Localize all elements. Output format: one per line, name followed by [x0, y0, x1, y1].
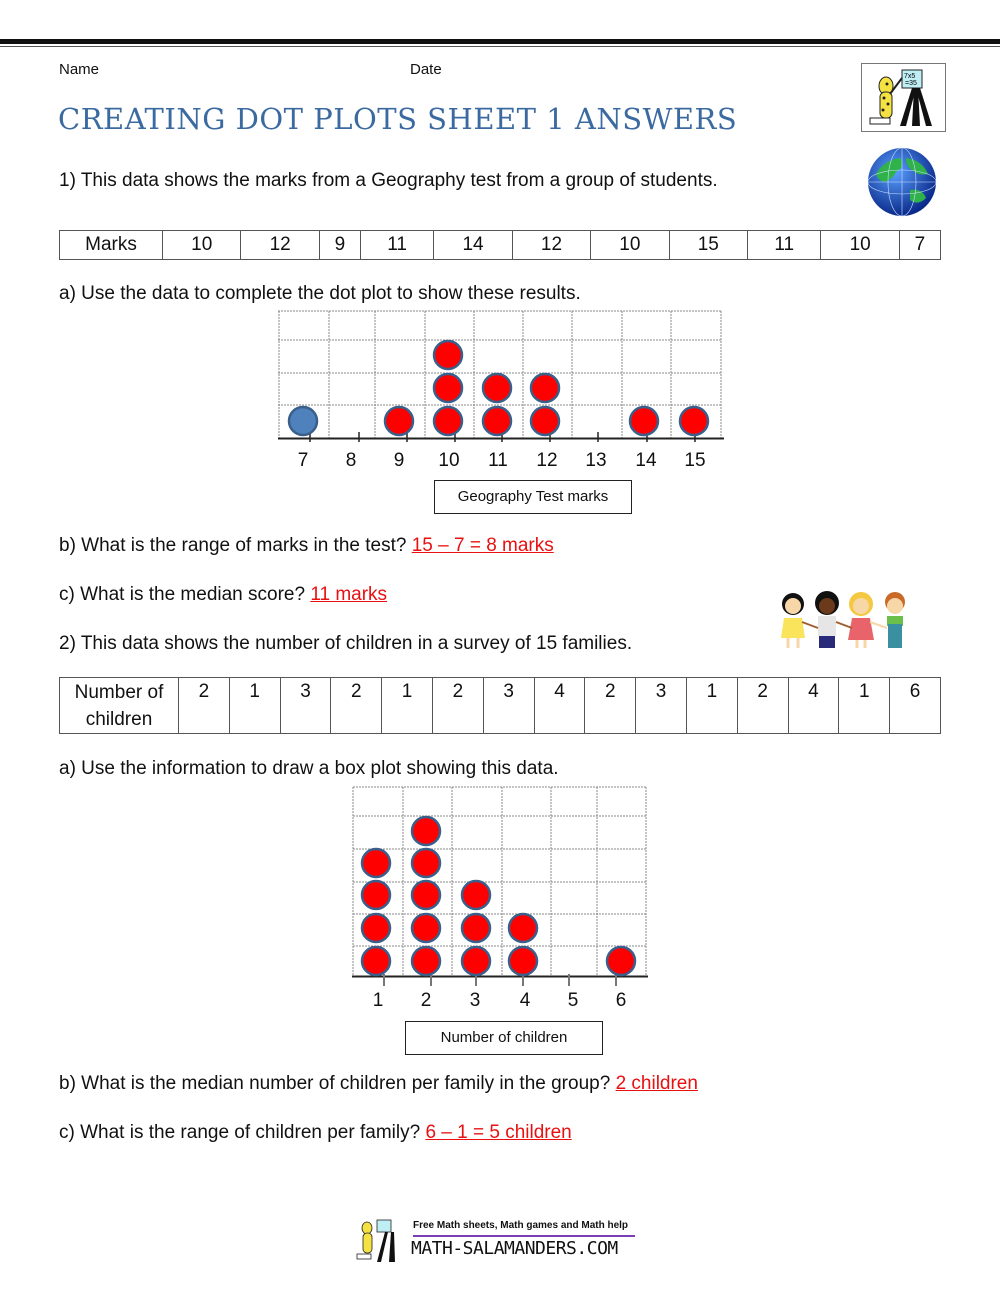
q2c-line — [59, 1122, 572, 1144]
tick-label: 9 — [393, 450, 405, 471]
q2b-question: b) What is the median number of children per family in the group? — [59, 1073, 611, 1094]
q1b-question: b) What is the range of marks in the test? — [59, 535, 407, 556]
q1c-question: c) What is the median score? — [59, 584, 306, 605]
table-cell: 14 — [434, 231, 512, 260]
footer-tagline: Free Math sheets, Math games and Math help — [413, 1220, 629, 1231]
marks-table — [59, 230, 941, 260]
children-table — [59, 677, 941, 734]
table-cell: 2 — [432, 678, 483, 734]
salamander-teacher-icon — [862, 64, 945, 131]
tick-label: 1 — [372, 990, 384, 1011]
example-dot — [289, 407, 317, 435]
globe-image — [866, 146, 938, 223]
table-cell: 9 — [319, 231, 360, 260]
table-cell: 12 — [512, 231, 590, 260]
q2b-line — [59, 1073, 698, 1095]
table-cell: 15 — [669, 231, 747, 260]
q2b-answer: 2 children — [615, 1073, 698, 1094]
table-cell: 2 — [737, 678, 788, 734]
name-label: Name — [59, 61, 100, 78]
table-cell: 4 — [788, 678, 839, 734]
table-cell: 3 — [636, 678, 687, 734]
q1b-line — [59, 535, 554, 557]
table-header-cell: Marks — [60, 231, 163, 260]
q2c-answer: 6 – 1 = 5 children — [425, 1122, 572, 1143]
svg-text:=35: =35 — [905, 80, 917, 87]
tick-label: 10 — [438, 450, 460, 471]
q1b-answer: 15 – 7 = 8 marks — [411, 535, 554, 556]
table-cell: 1 — [839, 678, 890, 734]
table-cell: 7 — [899, 231, 940, 260]
tick-label: 3 — [469, 990, 481, 1011]
table-header-line2: children — [85, 708, 153, 730]
footer-divider — [413, 1235, 635, 1237]
globe-icon — [866, 146, 938, 218]
table-cell: 10 — [821, 231, 899, 260]
table-header-line1: Number of — [74, 681, 164, 703]
svg-text:7x5: 7x5 — [904, 73, 916, 80]
tick-label: 7 — [297, 450, 309, 471]
table-cell: 10 — [163, 231, 241, 260]
q1c-answer: 11 marks — [310, 584, 388, 605]
table-cell: 11 — [360, 231, 433, 260]
table-cell: 10 — [591, 231, 669, 260]
table-row — [60, 678, 941, 734]
tick-label: 5 — [567, 990, 579, 1011]
table-cell: 1 — [382, 678, 433, 734]
table-cell: 4 — [534, 678, 585, 734]
tick-label: 15 — [684, 450, 706, 471]
q1a-text: a) Use the data to complete the dot plot to show these results. — [59, 283, 581, 304]
date-label: Date — [410, 61, 442, 78]
header-rule-thin — [0, 46, 1000, 47]
tick-label: 12 — [536, 450, 558, 471]
q2a-text: a) Use the information to draw a box plot showing this data. — [59, 758, 559, 779]
table-cell: 1 — [686, 678, 737, 734]
table-row — [60, 231, 941, 260]
footer-logo — [355, 1218, 645, 1268]
header-rule — [0, 39, 1000, 44]
table-header-cell — [60, 678, 179, 734]
table-cell: 6 — [890, 678, 941, 734]
q2c-question: c) What is the range of children per family? — [59, 1122, 421, 1143]
footer-site: MATH-SALAMANDERS.COM — [411, 1238, 618, 1259]
tick-label: 11 — [488, 450, 508, 471]
q1c-line — [59, 584, 387, 606]
page-title: CREATING DOT PLOTS SHEET 1 ANSWERS — [58, 102, 738, 136]
table-cell: 12 — [241, 231, 319, 260]
children-holding-hands-icon — [776, 588, 918, 652]
table-cell: 2 — [585, 678, 636, 734]
table-cell: 1 — [229, 678, 280, 734]
tick-label: 4 — [519, 990, 531, 1011]
geography-dot-plot — [278, 310, 724, 447]
salamander-logo — [861, 63, 946, 132]
table-cell: 3 — [483, 678, 534, 734]
tick-label: 14 — [635, 450, 657, 471]
dot-plot-1-chart — [278, 310, 724, 442]
table-cell: 3 — [280, 678, 331, 734]
x-axis-label: Number of children — [405, 1021, 603, 1055]
children-dot-plot — [352, 786, 648, 991]
footer-salamander-icon — [355, 1218, 415, 1264]
tick-label: 13 — [585, 450, 607, 471]
tick-label: 6 — [615, 990, 627, 1011]
x-axis-label: Geography Test marks — [434, 480, 632, 514]
tick-label: 2 — [420, 990, 432, 1011]
q1-prompt: 1) This data shows the marks from a Geography test from a group of students. — [59, 170, 718, 191]
q2-prompt: 2) This data shows the number of children in a survey of 15 families. — [59, 633, 633, 654]
children-image — [776, 588, 918, 657]
tick-label: 8 — [345, 450, 357, 471]
table-cell: 2 — [179, 678, 230, 734]
dot-plot-2-chart — [352, 786, 648, 986]
table-cell: 11 — [748, 231, 821, 260]
table-cell: 2 — [331, 678, 382, 734]
